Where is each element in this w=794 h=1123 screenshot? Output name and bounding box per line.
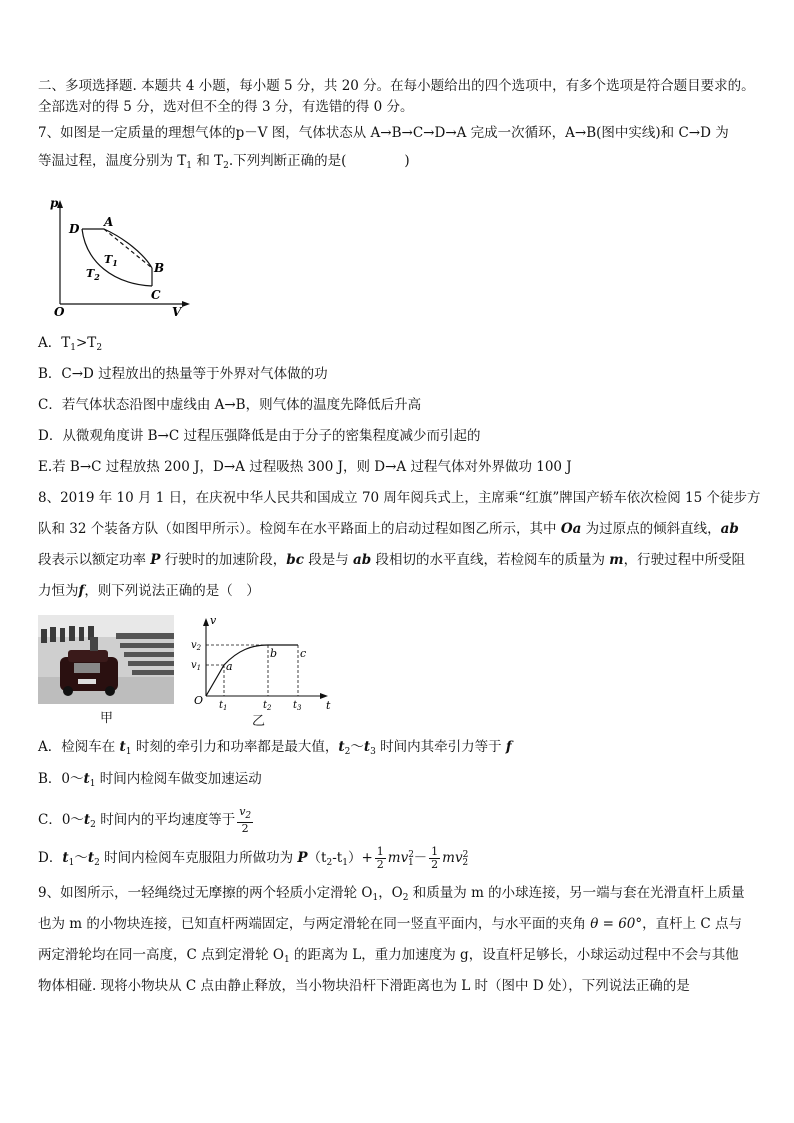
t1-label: $T_1$ xyxy=(104,253,118,268)
v-label: V xyxy=(172,305,182,317)
q8-option-c: C．$0\sim t_2$ 时间内的平均速度等于 $\frac{v_2}{2}$ xyxy=(38,805,252,835)
fig-jia-caption: 甲 xyxy=(100,711,114,726)
t1-label: $t_1$ xyxy=(219,700,228,712)
v-axis-arrow xyxy=(203,618,209,626)
half-fraction-1: $\frac{1}{2}$ xyxy=(376,845,384,871)
origin-label: O xyxy=(54,305,65,317)
q9-stem-line1: 9、如图所示，一轻绳绕过无摩擦的两个轻质小定滑轮 $O_1$，$O_2$ 和质量为 m 的小球连接，另一端与套在光滑直杆上质量 xyxy=(38,885,745,903)
p-label: p xyxy=(50,196,59,210)
q8-option-d: D．$t_1\sim t_2$ 时间内检阅车克服阻力所做功为 $P(t_2-t_1)+$ $\frac{1}{2}$ $mv^2_1-$ $\frac{1}{2}$ $mv^2_2$ xyxy=(38,845,469,871)
q7-option-c: C．若气体状态沿图中虚线由 A→B，则气体的温度先降低后升高 xyxy=(38,397,422,413)
point-c-label: C xyxy=(151,288,161,302)
v2-label: $v_2$ xyxy=(191,640,202,652)
v2-over-2-fraction: $\frac{v_2}{2}$ xyxy=(239,805,252,835)
point-a-label: A xyxy=(104,215,114,229)
q8-vt-graph xyxy=(186,612,336,712)
v1-label: $v_1$ xyxy=(191,660,202,672)
parade-car-photo xyxy=(38,615,174,704)
fig-yi-caption: 乙 xyxy=(252,714,266,729)
q8-option-a: A．检阅车在 $t_1$ 时刻的牵引力和功率都是最大值，$t_2\sim t_3$ 时间内其牵引力等于 f xyxy=(38,739,512,757)
v-axis-arrow xyxy=(182,301,190,307)
origin-label: O xyxy=(194,694,204,707)
v-label: v xyxy=(210,614,217,627)
q8-stem-line3: 段表示以额定功率 P 行驶时的加速阶段，bc 段是与 ab 段相切的水平直线，若检阅车的质量为 m，行驶过程中所受阻 xyxy=(38,552,746,568)
point-b-label: b xyxy=(270,647,278,660)
q9-stem-line3: 两定滑轮均在同一高度，C 点到定滑轮 $O_1$ 的距离为 L，重力加速度为 g，设直杆足够长，小球运动过程中不会与其他 xyxy=(38,947,739,965)
half-fraction-2: $\frac{1}{2}$ xyxy=(431,845,439,871)
point-b-label: B xyxy=(154,261,165,275)
q7-stem-line1: 7、如图是一定质量的理想气体的p－V 图，气体状态从 A→B→C→D→A 完成一次循环，A→B(图中实线)和 C→D 为 xyxy=(38,125,729,141)
q8-option-b: B．$0\sim t_1$ 时间内检阅车做变加速运动 xyxy=(38,771,262,789)
q8-stem-line4: 力恒为f，则下列说法正确的是（ ） xyxy=(38,583,260,599)
t2-label: $t_2$ xyxy=(263,700,272,712)
t2-label: $T_2$ xyxy=(86,267,100,282)
q7-option-a: A．$T_1>T_2$ xyxy=(38,335,103,353)
point-a-label: a xyxy=(226,660,233,673)
section-heading-line1: 二、多项选择题. 本题共 4 小题，每小题 5 分，共 20 分。在每小题给出的四个选项中，有多个选项是符合题目要求的。 xyxy=(38,78,755,94)
q8-stem-line1: 8、2019 年 10 月 1 日，在庆祝中华人民共和国成立 70 周年阅兵式上，主席乘“红旗”牌国产轿车依次检阅 15 个徒步方 xyxy=(38,490,761,506)
q9-stem-line4: 物体相碰. 现将小物块从 C 点由静止释放，当小物块沿杆下滑距离也为 L 时（图中 D 处），下列说法正确的是 xyxy=(38,978,690,994)
t-label: t xyxy=(326,699,331,712)
q7-pv-diagram xyxy=(38,192,198,317)
section-heading-line2: 全部选对的得 5 分，选对但不全的得 3 分，有选错的得 0 分。 xyxy=(38,99,414,115)
q7-stem-line2: 等温过程，温度分别为 $T_1$ 和 $T_2$.下列判断正确的是( ) xyxy=(38,153,410,171)
q8-stem-line2: 队和 32 个装备方队（如图甲所示）。检阅车在水平路面上的启动过程如图乙所示，其中 Oa 为过原点的倾斜直线，ab xyxy=(38,521,739,537)
q7-option-b: B．C→D 过程放出的热量等于外界对气体做的功 xyxy=(38,366,328,382)
point-c-label: c xyxy=(300,647,307,660)
velocity-curve xyxy=(206,645,298,696)
point-d-label: D xyxy=(69,222,80,236)
q9-stem-line2: 也为 m 的小物块连接，已知直杆两端固定，与两定滑轮在同一竖直平面内，与水平面的夹角 θ = 60°，直杆上 C 点与 xyxy=(38,916,743,932)
t3-label: $t_3$ xyxy=(293,700,302,712)
q7-option-e: E.若 B→C 过程放热 200 J，D→A 过程吸热 300 J，则 D→A 过程气体对外界做功 100 J xyxy=(38,459,572,475)
q7-option-d: D．从微观角度讲 B→C 过程压强降低是由于分子的密集程度减少而引起的 xyxy=(38,428,481,444)
